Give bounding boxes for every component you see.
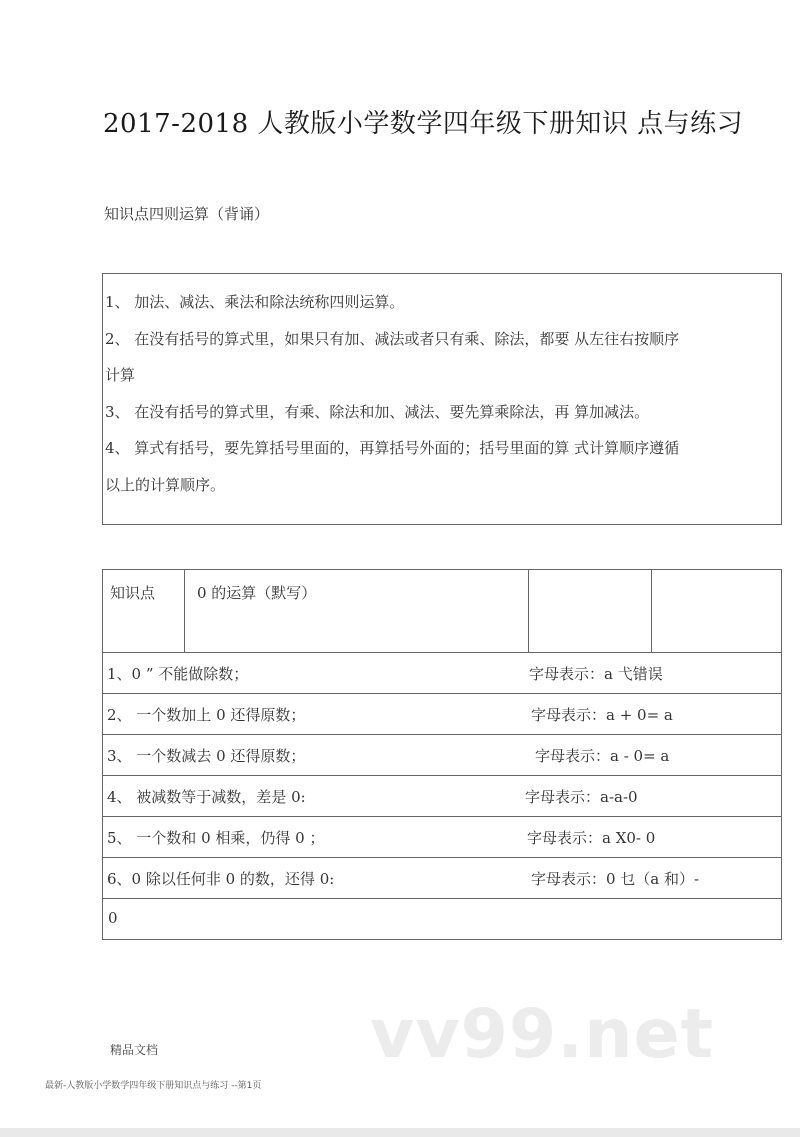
row-rule: 6、0 除以任何非 0 的数，还得 0:: [107, 870, 335, 888]
table-row: [103, 858, 781, 899]
rule-line-4: 4、 算式有括号，要先算括号里面的，再算括号外面的；括号里面的算 式计算顺序遵循: [105, 439, 680, 457]
header-label: 知识点: [110, 584, 156, 602]
rule-line-4-cont: 以上的计算顺序。: [105, 475, 226, 494]
header-cell-label: [103, 570, 185, 652]
row-rule: 4、 被减数等于减数，差是 0:: [107, 788, 306, 806]
table-row: [103, 653, 781, 694]
page-title: 2017-2018 人教版小学数学四年级下册知识 点与练习: [103, 109, 744, 139]
footer-line: 最新-人教版小学数学四年级下册知识点与练习 --第1页: [45, 1081, 262, 1091]
table-row: [103, 776, 781, 817]
row-continuation: 0: [108, 909, 118, 927]
rule-line-2-cont: 计算: [105, 366, 136, 384]
page-edge: [0, 1128, 800, 1137]
row-rule: 5、 一个数和 0 相乘，仍得 0 ；: [107, 829, 325, 847]
rule-line-3: 3、 在没有括号的算式里，有乘、除法和加、减法、要先算乘除法，再 算加减法。: [105, 402, 650, 421]
rules-box: [102, 273, 782, 525]
table-header: [103, 570, 781, 653]
header-title: 0 的运算（默写）: [197, 584, 317, 602]
row-rule: 1、0 ” 不能做除数；: [107, 665, 249, 683]
footer-doc-label: 精品文档: [110, 1043, 159, 1057]
zero-operations-table: [102, 569, 782, 940]
row-formula: 字母表示：a + 0= a: [531, 706, 673, 724]
rule-line-2: 2、 在没有括号的算式里，如果只有加、减法或者只有乘、除法，都要 从左往右按顺序: [105, 329, 680, 348]
table-row: [103, 694, 781, 735]
row-formula: 字母表示：a - 0= a: [535, 747, 670, 765]
rule-line-1: 1、 加法、减法、乘法和除法统称四则运算。: [105, 293, 405, 311]
row-formula: 字母表示：0 乜（a 和）-: [531, 870, 700, 888]
row-formula: 字母表示：a-a-0: [525, 788, 638, 806]
header-cell-empty-2: [652, 570, 781, 652]
table-row: [103, 817, 781, 858]
header-cell-title: [185, 570, 529, 652]
header-cell-empty-1: [529, 570, 652, 652]
row-formula: 字母表示：a X0- 0: [527, 829, 656, 847]
row-rule: 2、 一个数加上 0 还得原数；: [107, 706, 306, 724]
table-row-last: [103, 899, 781, 944]
section-heading: 知识点四则运算（背诵）: [104, 205, 270, 223]
table-row: [103, 735, 781, 776]
watermark: vv99.net: [370, 995, 715, 1074]
row-formula: 字母表示：a 弋错误: [529, 665, 663, 683]
row-rule: 3、 一个数减去 0 还得原数；: [107, 747, 306, 765]
